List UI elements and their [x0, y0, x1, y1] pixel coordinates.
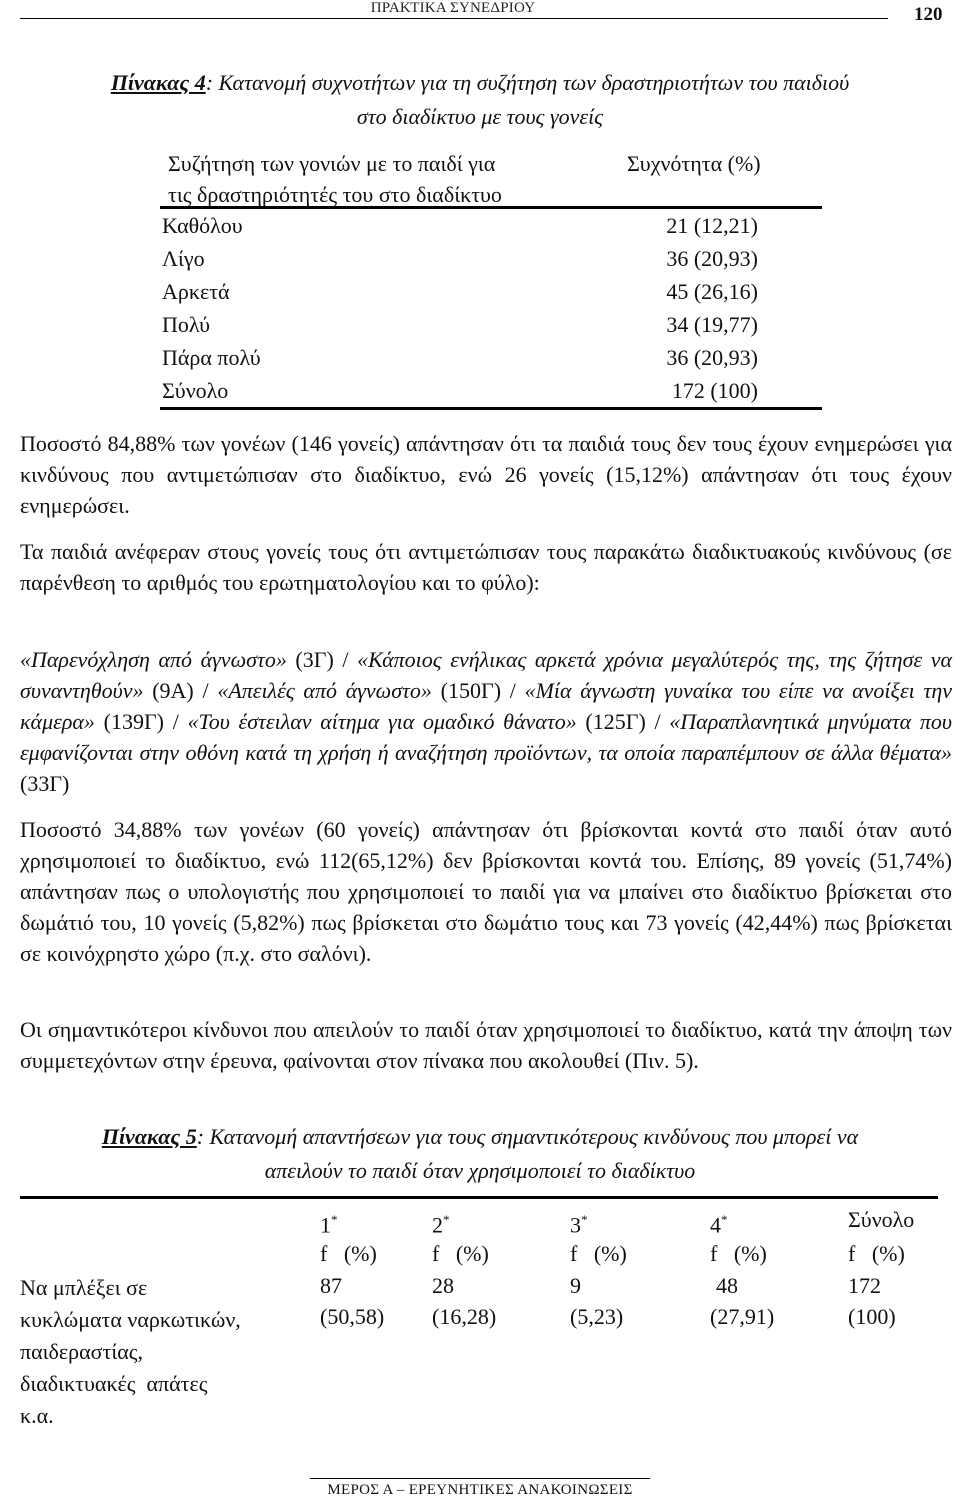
cell-pct: (16,28) — [432, 1304, 497, 1329]
table4-caption — [20, 66, 940, 134]
cell-pct: (50,58) — [320, 1304, 385, 1329]
quote-3: «Απειλές από άγνωστο» — [217, 678, 432, 703]
col-label: 2 — [432, 1212, 443, 1238]
row-value: 34 (19,77) — [666, 312, 758, 337]
col-star: * — [721, 1212, 728, 1227]
table5-top-rule — [20, 1196, 938, 1199]
table-row-total — [160, 374, 822, 410]
quote-4: «Μία άγνωστη γυναίκα του είπε να ανοίξει την κάμερα» — [20, 678, 953, 734]
col-star: * — [443, 1212, 450, 1227]
col-label: 3 — [570, 1212, 581, 1238]
row-label: Πολύ — [162, 312, 211, 337]
table5-caption-line2: απειλούν το παιδί όταν χρησιμοποιεί το διαδίκτυο — [264, 1158, 696, 1183]
cell-f: 87 — [320, 1273, 342, 1298]
table5-cell-4 — [710, 1270, 774, 1332]
col-label: 4 — [710, 1212, 721, 1238]
subheader-2: f (%) — [432, 1241, 489, 1266]
quote-2: «Κάποιος ενήλικας αρκετά χρόνια μεγαλύτερός της, της ζήτησε να συναντηθούν» — [20, 647, 953, 703]
paragraph-5: Οι σημαντικότεροι κίνδυνοι που απειλούν το παιδί όταν χρησιμοποιεί το διαδίκτυο, κατά την άποψη των συμμετεχόντων στην έρευνα, φαίνονται στον πίνακα που ακολουθεί (Πιν. 5). — [20, 1017, 952, 1073]
table5-caption-line1: : Κατανομή απαντήσεων για τους σημαντικότερους κινδύνους που μπορεί να — [196, 1124, 859, 1149]
table4-caption-line2: στο διαδίκτυο με τους γονείς — [356, 104, 604, 129]
row-label-line: κ.α. — [20, 1403, 54, 1428]
cell-f: 48 — [716, 1273, 738, 1298]
table5-caption — [20, 1120, 940, 1188]
row-label-line: κυκλώματα ναρκωτικών, — [20, 1307, 241, 1332]
cell-f: 28 — [432, 1273, 454, 1298]
row-value: 21 (12,21) — [666, 213, 758, 238]
footer-rule — [310, 1478, 650, 1479]
row-value: 36 (20,93) — [666, 345, 758, 370]
table4-col2-header: Συχνότητα (%) — [627, 151, 761, 176]
quote-5-code: (125Γ) / — [576, 709, 670, 734]
page-number: 120 — [914, 4, 943, 25]
table5-header-row — [20, 1203, 938, 1237]
paragraph-4: Ποσοστό 34,88% των γονέων (60 γονείς) απάντησαν ότι βρίσκονται κοντά στο παιδί όταν αυτό χρησιμοποιεί το διαδίκτυο, ενώ 112(65,12%) δεν βρίσκονται κοντά του. Επίσης, 89 γονείς (51,74%) απάντησαν πως ο υπολογιστής που χρησιμοποιεί το παιδί για να μπαίνει στο διαδίκτυο βρίσκεται στο δωμάτιό του, 10 γονείς (5,82%) πως βρίσκεται στο δωμάτιο τους και 73 γονείς (42,44%) πως βρίσκεται σε κοινόχρηστο χώρο (π.χ. στο σαλόνι). — [20, 817, 952, 966]
table5-cell-3 — [570, 1270, 623, 1332]
row-label: Αρκετά — [162, 279, 230, 304]
table4-col1-header-line1: Συζήτηση των γονιών με το παιδί για — [168, 151, 496, 176]
table5-cell-1 — [320, 1270, 384, 1332]
table4-label: Πίνακας 4 — [110, 70, 206, 95]
quote-6-code: (33Γ) — [20, 771, 70, 796]
row-value: 36 (20,93) — [666, 246, 758, 271]
row-value: 45 (26,16) — [666, 279, 758, 304]
quote-3-code: (150Γ) / — [431, 678, 525, 703]
paragraph-1: Ποσοστό 84,88% των γονέων (146 γονείς) απάντησαν ότι τα παιδιά τους δεν τους έχουν ενημερώσει για κινδύνους που αντιμετώπισαν στο διαδίκτυο, ενώ 26 γονείς (15,12%) απάντησαν ότι τους έχουν ενημερώσει. — [20, 431, 952, 518]
quote-1-code: (3Γ) / — [286, 647, 358, 672]
paragraph-3-quotes — [20, 644, 952, 799]
table5-row-label — [20, 1272, 310, 1432]
subheader-3: f (%) — [570, 1241, 627, 1266]
table-row — [160, 275, 822, 308]
row-label-line: διαδικτυακές απάτες — [20, 1371, 208, 1396]
table4-header — [160, 144, 822, 209]
table-row — [160, 341, 822, 374]
table-row — [160, 209, 822, 242]
col-header-total: Σύνολο — [848, 1207, 915, 1232]
subheader-1: f (%) — [320, 1241, 377, 1266]
quote-6: «Παραπλανητικά μηνύματα που εμφανίζονται στην οθόνη κατά τη χρήση ή αναζήτηση προϊόντων, τα οποία παραπέμπουν σε άλλα θέματα» — [20, 709, 953, 765]
table-row — [160, 308, 822, 341]
col-star: * — [331, 1212, 338, 1227]
cell-f: 172 — [848, 1273, 881, 1298]
row-label-line: Να μπλέξει σε — [20, 1275, 148, 1300]
quote-1: «Παρενόχληση από άγνωστο» — [20, 647, 287, 672]
header-rule — [20, 18, 888, 19]
running-footer: ΜΕΡΟΣ Α – ΕΡΕΥΝΗΤΙΚΕΣ ΑΝΑΚΟΙΝΩΣΕΙΣ — [327, 1482, 633, 1498]
cell-pct: (100) — [848, 1304, 896, 1329]
row-label: Σύνολο — [162, 378, 229, 403]
row-label: Λίγο — [162, 246, 205, 271]
quote-5: «Του έστειλαν αίτημα για ομαδικό θάνατο» — [187, 709, 577, 734]
subheader-total: f (%) — [848, 1241, 905, 1266]
col-star: * — [581, 1212, 588, 1227]
table5-label: Πίνακας 5 — [101, 1124, 197, 1149]
table4-caption-line1: : Κατανομή συχνοτήτων για τη συζήτηση των δραστηριοτήτων του παιδιού — [205, 70, 850, 95]
row-label-line: παιδεραστίας, — [20, 1339, 144, 1364]
col-label: 1 — [320, 1212, 331, 1238]
table5-cell-total — [848, 1270, 896, 1332]
cell-pct: (27,91) — [710, 1304, 775, 1329]
row-value: 172 (100) — [671, 378, 758, 403]
table-row — [160, 242, 822, 275]
running-header: ΠΡΑΚΤΙΚΑ ΣΥΝΕΔΡΙΟΥ — [370, 0, 536, 16]
table4 — [160, 144, 822, 410]
cell-pct: (5,23) — [570, 1304, 624, 1329]
cell-f: 9 — [570, 1273, 581, 1298]
paragraph-2: Τα παιδιά ανέφεραν στους γονείς τους ότι αντιμετώπισαν τους παρακάτω διαδικτυακούς κινδύνους (σε παρένθεση το αριθμός του ερωτηματολογίου και το φύλο): — [20, 539, 952, 595]
table5 — [20, 1196, 938, 1428]
quote-2-code: (9Α) / — [143, 678, 218, 703]
row-label: Καθόλου — [162, 213, 243, 238]
table5-cell-2 — [432, 1270, 496, 1332]
row-label: Πάρα πολύ — [162, 345, 261, 370]
subheader-4: f (%) — [710, 1241, 767, 1266]
table4-col1-header — [168, 148, 502, 210]
quote-4-code: (139Γ) / — [94, 709, 188, 734]
table5-subheader-row — [20, 1237, 938, 1271]
table4-col1-header-line2: τις δραστηριότητές του στο διαδίκτυο — [168, 182, 502, 207]
